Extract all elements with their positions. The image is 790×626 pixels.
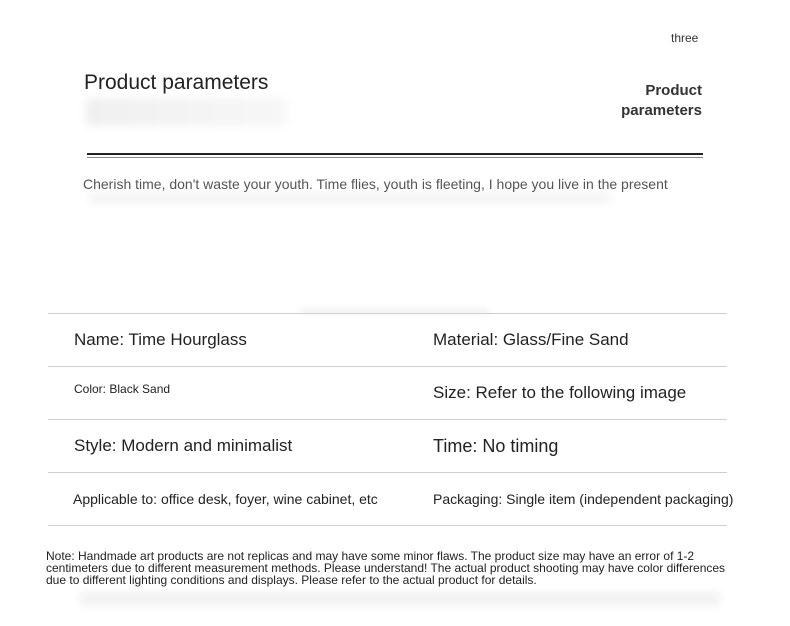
spec-packaging: Packaging: Single item (independent packaging) <box>433 491 734 507</box>
spec-color: Color: Black Sand <box>74 382 171 396</box>
spec-row <box>48 472 734 526</box>
spec-time: Time: No timing <box>433 435 559 456</box>
spec-name: Name: Time Hourglass <box>74 330 247 349</box>
spec-table <box>48 313 734 526</box>
page-number: three <box>671 31 699 45</box>
spec-size: Size: Refer to the following image <box>433 383 687 402</box>
spec-material: Material: Glass/Fine Sand <box>433 330 629 349</box>
spec-style: Style: Modern and minimalist <box>74 436 293 455</box>
note-text: Note: Handmade art products are not replicas and may have some minor flaws. The product size may have an error of 1-2 centimeters due to different measurement methods. Please understand! The actual product shooting may have color differences due to different lighting conditions and displays. Please refer to the actual product for details. <box>46 549 726 587</box>
slogan-reflection <box>90 192 610 204</box>
spec-row <box>48 419 727 472</box>
page-title: Product parameters <box>84 71 269 94</box>
spec-row <box>48 366 727 419</box>
header-divider <box>87 153 703 155</box>
slogan-text: Cherish time, don't waste your youth. Time flies, youth is fleeting, I hope you live in the present <box>83 176 668 192</box>
title-reflection <box>86 98 286 126</box>
page-subtitle: Product parameters <box>621 82 702 119</box>
note-reflection <box>80 592 720 606</box>
spec-applicable: Applicable to: office desk, foyer, wine cabinet, etc <box>73 491 378 507</box>
spec-row <box>48 313 727 366</box>
header-divider-thin <box>87 157 703 158</box>
